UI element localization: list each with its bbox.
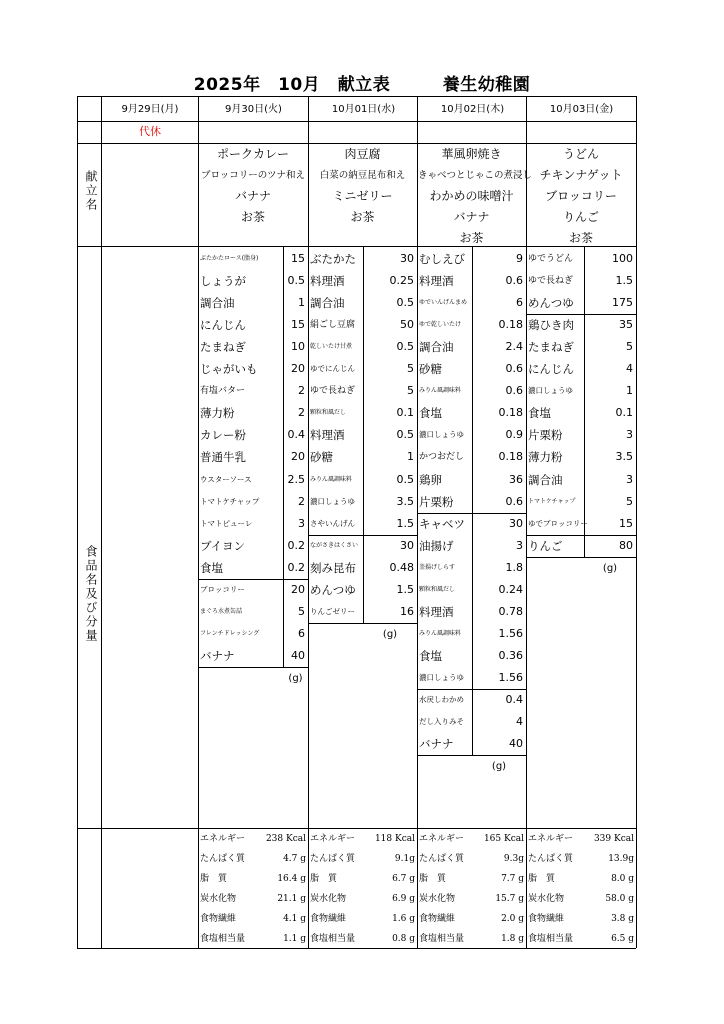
menu-item: バナナ bbox=[234, 189, 271, 203]
ingredient-quantity: 5 bbox=[626, 494, 633, 508]
ingredient-quantity: 15 bbox=[619, 516, 633, 530]
ingredient-quantity: 1.5 bbox=[396, 516, 414, 530]
ingredient-quantity: 20 bbox=[291, 450, 305, 464]
grid-line bbox=[636, 96, 637, 948]
nutrition-value: 9.3g bbox=[503, 853, 524, 864]
nutrition-value: 6.5 g bbox=[611, 933, 634, 944]
nutrition-value: 4.1 g bbox=[283, 913, 306, 924]
ingredient-name: 刻み昆布 bbox=[310, 560, 356, 575]
ingredient-name: にんじん bbox=[528, 362, 574, 377]
ingredient-quantity: 0.6 bbox=[505, 384, 523, 398]
ingredient-name: バナナ bbox=[200, 648, 235, 663]
ingredient-name: 鶏卵 bbox=[419, 472, 442, 487]
ingredient-quantity: 5 bbox=[407, 384, 414, 398]
ingredient-quantity: 0.5 bbox=[396, 428, 414, 442]
unit-label: (g) bbox=[491, 761, 507, 773]
ingredient-name: めんつゆ bbox=[528, 296, 574, 311]
menu-item: ブロッコリー bbox=[545, 189, 617, 203]
ingredient-name: ゆで乾しいたけ bbox=[419, 321, 462, 329]
ingredient-name: じゃがいも bbox=[200, 362, 258, 377]
ingredient-name: 油揚げ bbox=[419, 538, 454, 553]
ingredient-quantity: 3 bbox=[298, 516, 305, 530]
menu-item: バナナ bbox=[453, 210, 490, 224]
ingredient-name: ゆでにんじん bbox=[310, 364, 355, 374]
ingredient-name: トマトケチャップ bbox=[528, 497, 576, 505]
nutrition-label: 食塩相当量 bbox=[200, 933, 246, 944]
ingredient-quantity: 40 bbox=[509, 737, 523, 751]
nutrition-value: 339 Kcal bbox=[593, 834, 634, 844]
nutrition-label: 食物繊維 bbox=[200, 913, 237, 924]
ingredient-quantity: 0.6 bbox=[505, 494, 523, 508]
ingredient-name: ゆで長ねぎ bbox=[528, 276, 574, 287]
ingredient-name: にんじん bbox=[200, 318, 246, 333]
ingredient-quantity: 1.8 bbox=[505, 560, 523, 574]
ingredient-quantity: 5 bbox=[298, 604, 305, 618]
ingredient-name: 顆粒和風だし bbox=[310, 409, 347, 417]
ingredient-quantity: 0.18 bbox=[498, 318, 523, 332]
date-header-tue: 9月30日(火) bbox=[225, 104, 282, 115]
grid-line bbox=[77, 96, 636, 97]
ingredient-quantity: 4 bbox=[516, 715, 523, 729]
nutrition-value: 7.7 g bbox=[501, 873, 524, 884]
ingredient-name: ブロッコリー bbox=[200, 584, 245, 594]
ingredient-name: さやいんげん bbox=[310, 518, 355, 528]
ingredient-name: めんつゆ bbox=[310, 582, 356, 597]
menu-item: わかめの味噌汁 bbox=[429, 189, 514, 203]
ingredient-name: トマトピューレ bbox=[200, 518, 253, 528]
ingredient-quantity: 175 bbox=[612, 296, 633, 310]
ingredient-quantity: 0.5 bbox=[287, 274, 305, 288]
ingredient-quantity: 3.5 bbox=[396, 494, 414, 508]
row-label-ingredients: 食品名及び分量 bbox=[84, 545, 98, 643]
menu-item: ポークカレー bbox=[216, 147, 289, 161]
ingredient-quantity: 35 bbox=[619, 318, 633, 332]
ingredient-quantity: 15 bbox=[291, 252, 305, 265]
ingredient-quantity: 40 bbox=[291, 648, 305, 662]
ingredient-name: 濃口しょうゆ bbox=[419, 430, 464, 440]
menu-column bbox=[309, 144, 416, 228]
nutrition-value: 238 Kcal bbox=[265, 834, 306, 844]
ingredient-name: たまねぎ bbox=[528, 340, 574, 355]
nutrition-label: 食塩相当量 bbox=[419, 933, 465, 944]
menu-item: お茶 bbox=[459, 231, 484, 245]
nutrition-label: たんぱく質 bbox=[528, 853, 574, 864]
ingredient-name: 鶏ひき肉 bbox=[528, 318, 574, 333]
nutrition-value: 165 Kcal bbox=[483, 834, 524, 844]
nutrition-value: 1.6 g bbox=[392, 913, 415, 924]
ingredient-name: 片栗粉 bbox=[419, 494, 454, 509]
ingredient-name: ブイヨン bbox=[200, 538, 245, 553]
ingredient-name: ながさきはくさい bbox=[310, 541, 359, 549]
ingredient-quantity: 0.2 bbox=[287, 538, 305, 552]
ingredient-quantity: 3.5 bbox=[615, 450, 633, 464]
menu-column bbox=[199, 144, 307, 228]
nutrition-value: 2.0 g bbox=[501, 913, 524, 924]
ingredient-name: しょうが bbox=[200, 274, 246, 289]
nutrition-label: 炭水化物 bbox=[200, 893, 237, 904]
ingredient-quantity: 1.5 bbox=[615, 274, 633, 288]
menu-item: 華風卵焼き bbox=[441, 147, 502, 161]
nutrition-value: 1.8 g bbox=[501, 933, 524, 944]
nutrition-label: 脂 質 bbox=[528, 873, 556, 884]
nutrition-label: エネルギー bbox=[528, 834, 574, 844]
ingredient-quantity: 0.25 bbox=[389, 274, 414, 288]
ingredient-quantity: 0.4 bbox=[287, 428, 305, 442]
ingredient-quantity: 0.6 bbox=[505, 362, 523, 376]
nutrition-label: 食物繊維 bbox=[419, 913, 456, 924]
ingredient-quantity: 100 bbox=[612, 252, 633, 265]
nutrition-label: たんぱく質 bbox=[419, 853, 465, 864]
ingredient-name: トマトケチャップ bbox=[200, 496, 260, 506]
ingredient-name: 砂糖 bbox=[310, 450, 333, 465]
ingredient-name: バナナ bbox=[419, 737, 454, 752]
nutrition-value: 0.8 g bbox=[392, 933, 415, 944]
ingredient-name: 料理酒 bbox=[419, 604, 454, 619]
ingredient-quantity: 36 bbox=[509, 472, 523, 486]
ingredient-quantity: 3 bbox=[626, 428, 633, 442]
menu-item: ミニゼリー bbox=[332, 189, 393, 203]
ingredient-name: 濃口しょうゆ bbox=[419, 672, 464, 682]
date-header-mon: 9月29日(月) bbox=[121, 104, 179, 115]
ingredient-name: カレー粉 bbox=[200, 428, 246, 443]
nutrition-label: たんぱく質 bbox=[310, 853, 356, 864]
ingredient-quantity: 0.1 bbox=[396, 406, 414, 420]
nutrition-label: たんぱく質 bbox=[200, 853, 246, 864]
nutrition-value: 6.7 g bbox=[392, 873, 415, 884]
nutrition-value: 6.9 g bbox=[392, 893, 415, 904]
ingredient-name: 調合油 bbox=[528, 472, 563, 487]
ingredient-name: ウスターソース bbox=[200, 474, 252, 484]
ingredient-quantity: 2 bbox=[298, 494, 305, 508]
nutrition-value: 16.4 g bbox=[277, 873, 306, 884]
page-title: 2025年 10月 献立表 養生幼稚園 bbox=[193, 75, 531, 95]
menu-item: お茶 bbox=[240, 210, 265, 224]
ingredient-name: 薄力粉 bbox=[200, 406, 235, 421]
ingredient-name: 有塩バター bbox=[200, 386, 246, 397]
ingredient-quantity: 2.5 bbox=[287, 472, 305, 486]
ingredient-name: 食塩 bbox=[528, 406, 551, 421]
ingredient-quantity: 6 bbox=[298, 626, 305, 640]
ingredient-name: りんご bbox=[528, 538, 563, 553]
nutrition-label: 脂 質 bbox=[419, 873, 447, 884]
menu-item: りんご bbox=[562, 210, 599, 224]
menu-item: チキンナゲット bbox=[539, 168, 623, 182]
ingredient-name: 顆粒和風だし bbox=[419, 585, 456, 593]
ingredient-quantity: 20 bbox=[291, 362, 305, 376]
ingredient-name: 食塩 bbox=[419, 406, 442, 421]
ingredient-name: 絹ごし豆腐 bbox=[310, 320, 356, 331]
ingredient-quantity: 30 bbox=[509, 516, 523, 530]
ingredient-quantity: 80 bbox=[619, 538, 633, 552]
menu-item: お茶 bbox=[568, 231, 593, 245]
nutrition-value: 1.1 g bbox=[283, 933, 306, 944]
ingredient-quantity: 2 bbox=[298, 384, 305, 398]
ingredient-name: 料理酒 bbox=[310, 274, 345, 289]
ingredient-name: 濃口しょうゆ bbox=[310, 496, 355, 506]
ingredient-name: 食塩 bbox=[200, 560, 223, 575]
ingredient-quantity: 0.9 bbox=[505, 428, 523, 442]
ingredient-quantity: 0.4 bbox=[505, 693, 523, 706]
nutrition-label: 炭水化物 bbox=[310, 893, 347, 904]
ingredient-name: 調合油 bbox=[200, 296, 235, 311]
ingredient-quantity: 5 bbox=[626, 340, 633, 354]
date-header-thu: 10月02日(木) bbox=[440, 104, 505, 115]
ingredient-name: 釜揚げしらす bbox=[419, 563, 456, 571]
ingredient-quantity: 20 bbox=[291, 582, 305, 596]
menu-item: お茶 bbox=[350, 210, 375, 224]
ingredient-quantity: 1.5 bbox=[396, 582, 414, 596]
ingredient-name: 料理酒 bbox=[419, 274, 454, 289]
ingredient-quantity: 16 bbox=[400, 604, 414, 618]
nutrition-value: 3.8 g bbox=[611, 913, 634, 924]
nutrition-value: 9.1g bbox=[394, 853, 415, 864]
ingredient-quantity: 0.5 bbox=[396, 340, 414, 354]
ingredient-name: むしえび bbox=[419, 252, 465, 266]
menu-column bbox=[527, 144, 635, 249]
ingredient-quantity: 0.78 bbox=[498, 604, 523, 618]
nutrition-value: 4.7 g bbox=[283, 853, 306, 864]
menu-item: きゃべつとじゃこの煮浸し bbox=[418, 170, 533, 181]
ingredient-quantity: 0.2 bbox=[287, 560, 305, 574]
ingredient-name: だし入りみそ bbox=[419, 717, 464, 727]
ingredient-name: 水戻しわかめ bbox=[419, 695, 464, 704]
ingredient-name: 薄力粉 bbox=[528, 450, 563, 465]
ingredient-quantity: 1.56 bbox=[498, 626, 523, 640]
nutrition-label: 炭水化物 bbox=[419, 893, 456, 904]
ingredient-name: りんごゼリー bbox=[310, 606, 355, 616]
ingredient-quantity: 1 bbox=[298, 296, 305, 310]
ingredient-name: たまねぎ bbox=[200, 340, 246, 355]
ingredient-quantity: 30 bbox=[400, 538, 414, 552]
nutrition-value: 118 Kcal bbox=[374, 834, 415, 844]
nutrition-value: 15.7 g bbox=[495, 893, 524, 904]
ingredient-quantity: 0.18 bbox=[498, 450, 523, 464]
menu-item: 白菜の納豆昆布和え bbox=[319, 170, 406, 181]
unit-label: (g) bbox=[602, 562, 618, 574]
ingredient-quantity: 2 bbox=[298, 406, 305, 420]
ingredient-quantity: 0.5 bbox=[396, 472, 414, 486]
grid-line bbox=[77, 121, 636, 122]
ingredient-name: ゆでうどん bbox=[528, 254, 574, 264]
ingredient-quantity: 50 bbox=[400, 318, 414, 332]
ingredient-name: 料理酒 bbox=[310, 428, 345, 443]
ingredient-name: ぶたかた bbox=[310, 252, 356, 266]
ingredient-quantity: 1 bbox=[407, 450, 414, 464]
ingredient-name: 片栗粉 bbox=[528, 428, 563, 443]
ingredient-quantity: 1.56 bbox=[498, 670, 523, 684]
grid-line bbox=[77, 96, 78, 948]
nutrition-label: 食塩相当量 bbox=[310, 933, 356, 944]
nutrition-label: エネルギー bbox=[419, 834, 465, 844]
nutrition-value: 8.0 g bbox=[611, 873, 634, 884]
ingredient-name: みりん風調味料 bbox=[310, 475, 353, 483]
nutrition-label: 脂 質 bbox=[310, 873, 338, 884]
ingredient-name: みりん風調味料 bbox=[419, 387, 462, 395]
ingredient-quantity: 0.18 bbox=[498, 406, 523, 420]
ingredient-quantity: 30 bbox=[400, 252, 414, 265]
ingredient-quantity: 9 bbox=[516, 252, 523, 265]
row-label-menu: 献立名 bbox=[84, 170, 98, 212]
ingredient-name: ゆでブロッコリー bbox=[528, 518, 588, 528]
ingredient-name: 調合油 bbox=[419, 340, 454, 355]
ingredient-name: ゆで長ねぎ bbox=[310, 386, 356, 397]
ingredient-quantity: 0.1 bbox=[615, 406, 633, 420]
ingredient-quantity: 0.36 bbox=[498, 648, 523, 662]
ingredient-name: 調合油 bbox=[310, 296, 345, 311]
ingredient-name: フレンチドレッシング bbox=[200, 629, 260, 637]
ingredient-name: 食塩 bbox=[419, 648, 442, 663]
nutrition-value: 58.0 g bbox=[605, 893, 634, 904]
ingredient-name: ぶたかたロース(脂身) bbox=[200, 255, 259, 262]
ingredient-quantity: 4 bbox=[626, 362, 633, 376]
ingredient-name: 砂糖 bbox=[419, 362, 442, 377]
ingredient-quantity: 5 bbox=[407, 362, 414, 376]
ingredient-quantity: 0.6 bbox=[505, 274, 523, 288]
ingredient-name: 乾しいたけ甘煮 bbox=[310, 343, 353, 351]
menu-item: 肉豆腐 bbox=[344, 147, 381, 161]
unit-label: (g) bbox=[288, 672, 303, 684]
menu-column bbox=[418, 144, 533, 249]
holiday-label: 代休 bbox=[139, 125, 161, 138]
ingredient-quantity: 10 bbox=[291, 340, 305, 354]
nutrition-label: 食物繊維 bbox=[310, 913, 347, 924]
date-header-wed: 10月01日(水) bbox=[331, 104, 396, 115]
ingredient-name: みりん風調味料 bbox=[419, 629, 462, 637]
ingredient-name: 普通牛乳 bbox=[200, 450, 246, 465]
nutrition-label: 食物繊維 bbox=[528, 913, 565, 924]
ingredient-quantity: 3 bbox=[516, 538, 523, 552]
date-header-fri: 10月03日(金) bbox=[549, 104, 614, 115]
ingredient-name: ゆでいんげんまめ bbox=[419, 299, 468, 307]
unit-label: (g) bbox=[382, 628, 398, 640]
nutrition-label: エネルギー bbox=[310, 834, 356, 844]
menu-item: ブロッコリーのツナ和え bbox=[200, 170, 306, 181]
nutrition-label: 食塩相当量 bbox=[528, 933, 574, 944]
ingredient-name: 濃口しょうゆ bbox=[528, 386, 573, 396]
nutrition-value: 21.1 g bbox=[277, 893, 306, 904]
ingredient-quantity: 6 bbox=[516, 296, 523, 310]
nutrition-label: エネルギー bbox=[200, 834, 246, 844]
ingredient-name: キャベツ bbox=[419, 516, 465, 531]
ingredient-quantity: 2.4 bbox=[505, 340, 523, 354]
nutrition-label: 脂 質 bbox=[200, 873, 228, 884]
ingredient-quantity: 0.5 bbox=[396, 296, 414, 310]
ingredient-name: かつおだし bbox=[419, 452, 465, 463]
ingredient-quantity: 1 bbox=[626, 384, 633, 398]
ingredient-quantity: 0.24 bbox=[498, 582, 523, 596]
ingredient-quantity: 0.48 bbox=[389, 560, 414, 574]
ingredient-name: まぐろ水煮缶詰 bbox=[200, 607, 243, 615]
nutrition-label: 炭水化物 bbox=[528, 893, 565, 904]
ingredient-quantity: 3 bbox=[626, 472, 633, 486]
ingredient-quantity: 15 bbox=[291, 318, 305, 332]
grid-line bbox=[101, 96, 102, 948]
nutrition-value: 13.9g bbox=[608, 853, 634, 864]
menu-item: うどん bbox=[562, 147, 599, 161]
